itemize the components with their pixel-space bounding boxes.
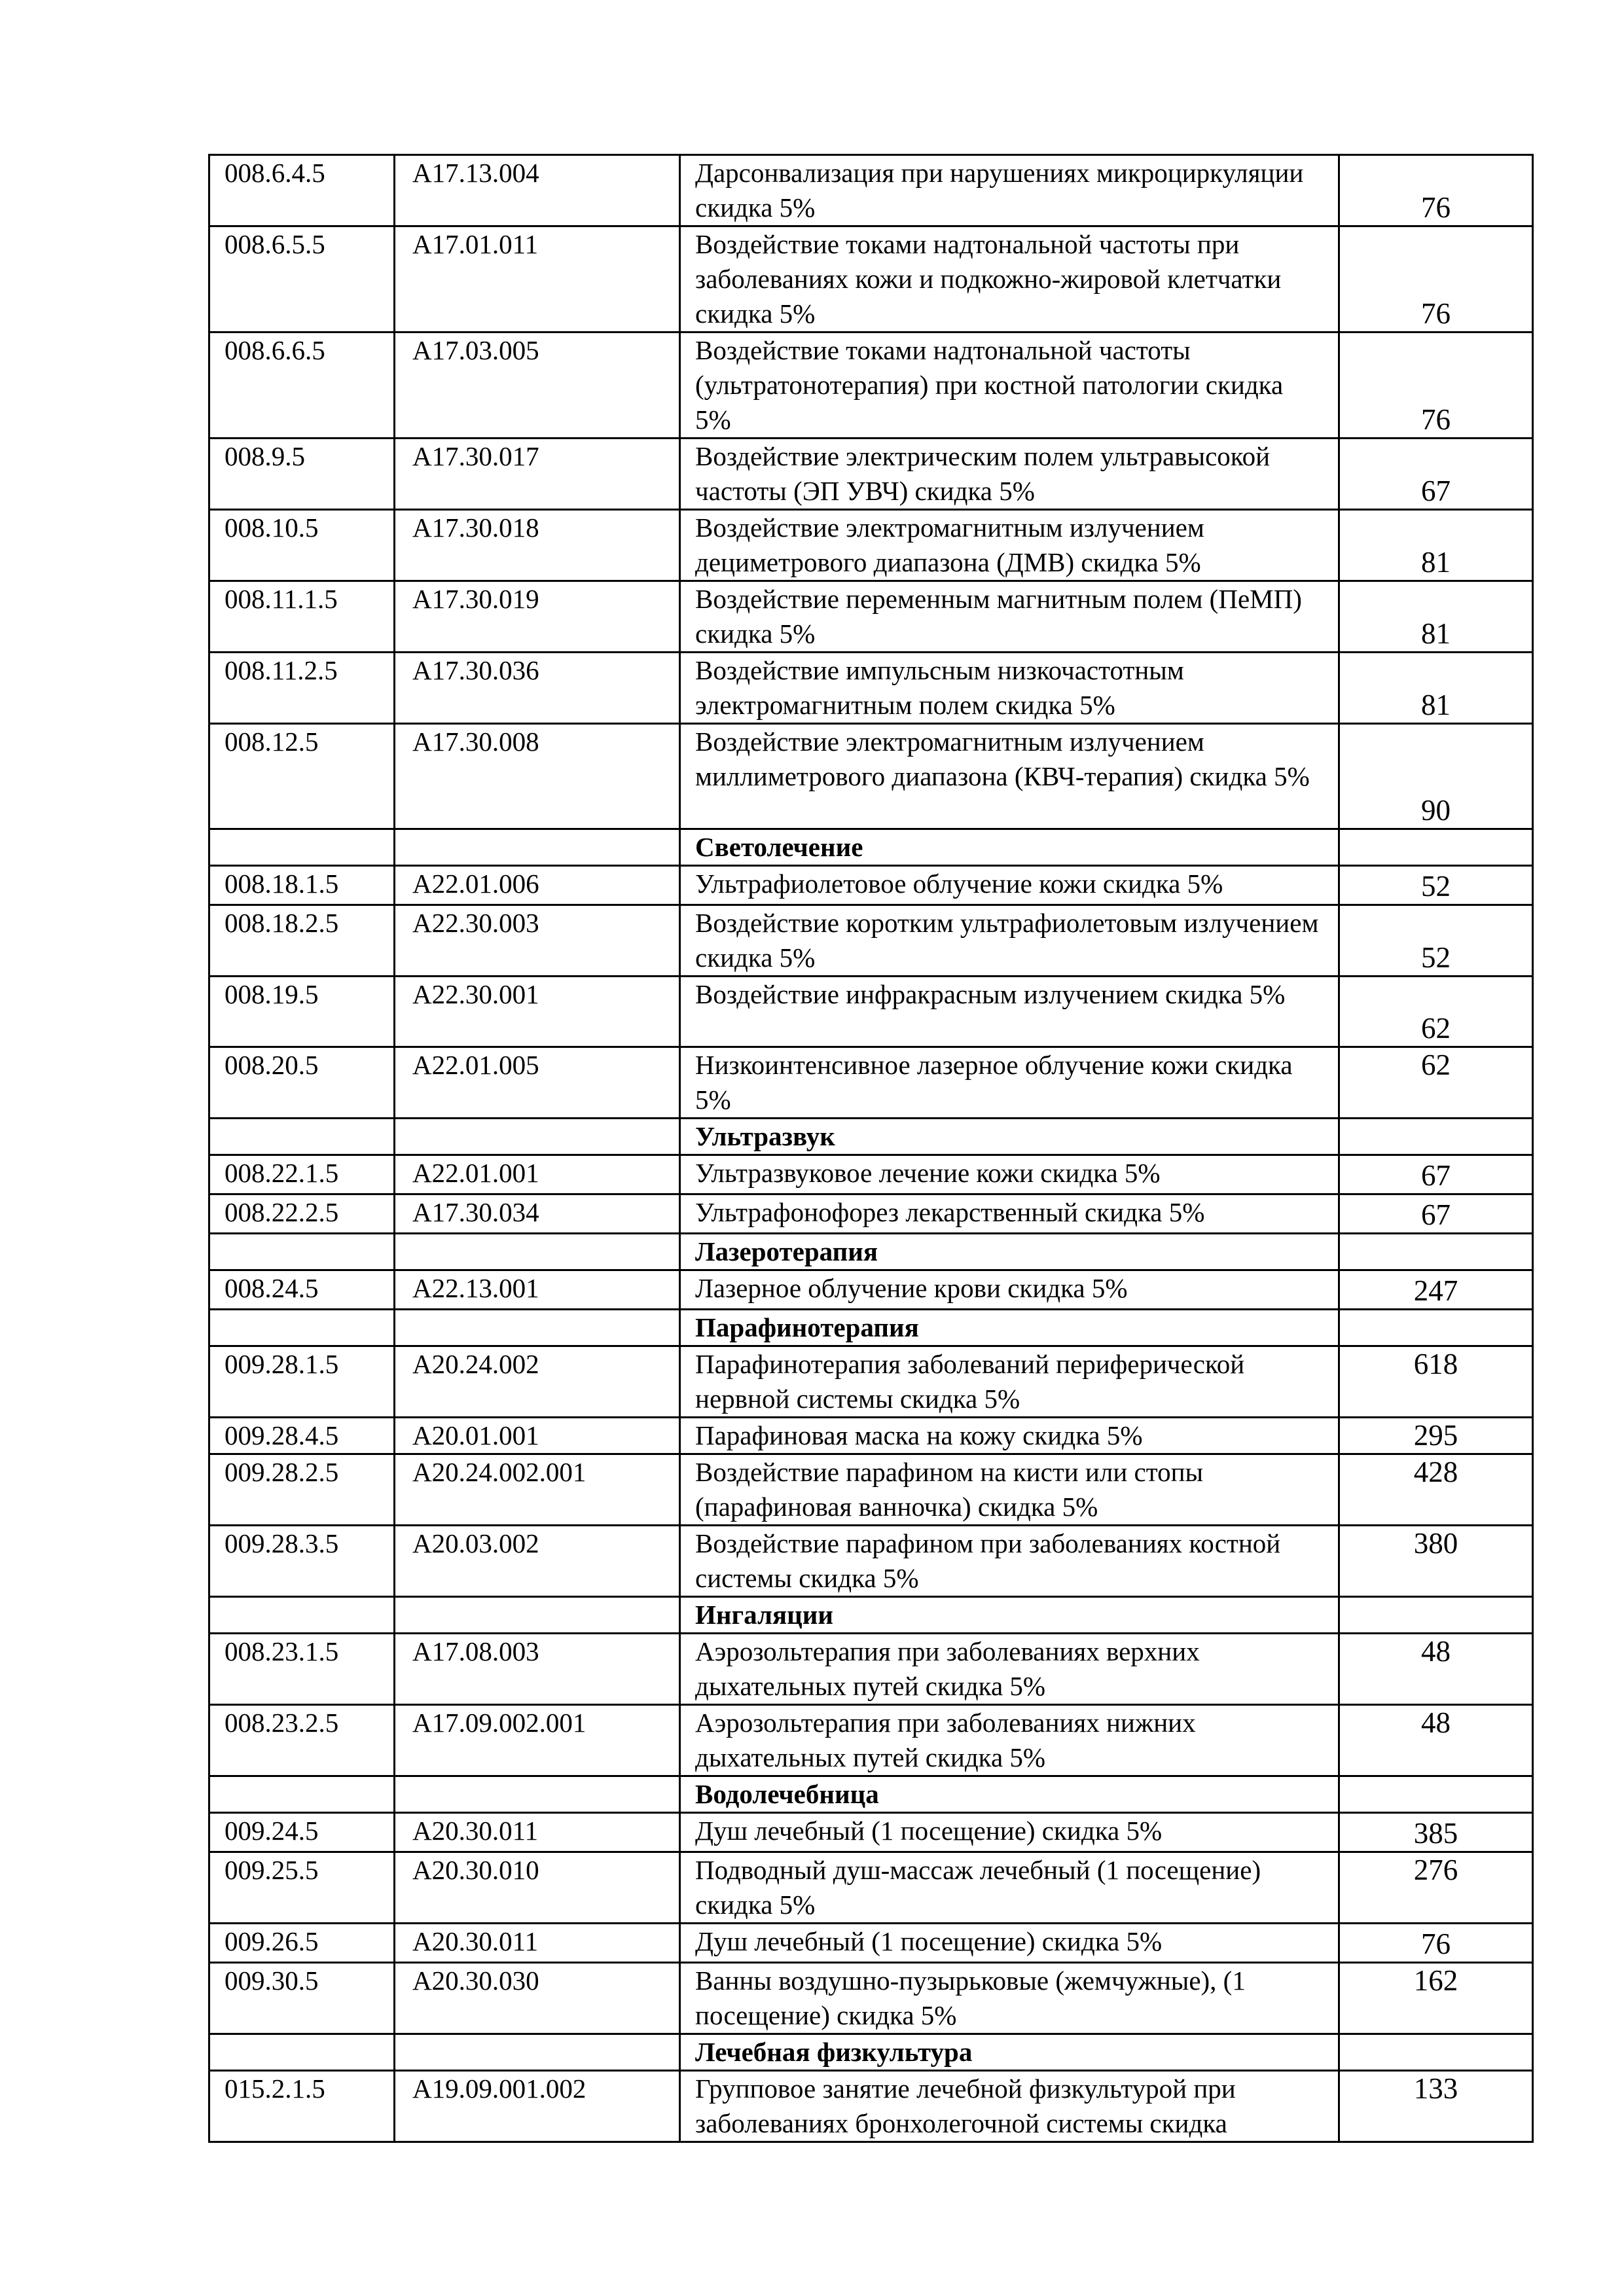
gov-service-code: А20.30.030: [395, 1963, 680, 2034]
gov-service-code: А17.30.017: [395, 439, 680, 510]
service-price: 276: [1339, 1852, 1533, 1924]
service-price: 76: [1339, 1924, 1533, 1963]
service-code: 008.19.5: [209, 977, 395, 1047]
service-name: Парафинотерапия заболеваний периферической нервной системы скидка 5%: [680, 1346, 1339, 1418]
code-cell: [209, 2034, 395, 2071]
service-code: 008.22.2.5: [209, 1194, 395, 1234]
code-cell: [209, 1597, 395, 1634]
service-price: 67: [1339, 439, 1533, 510]
table-row: [209, 1155, 1533, 1194]
table-row: [209, 1047, 1533, 1119]
service-price: 81: [1339, 581, 1533, 653]
section-title: Парафинотерапия: [680, 1310, 1339, 1346]
service-code: 008.12.5: [209, 724, 395, 829]
table-row: [209, 866, 1533, 905]
section-header-row: [209, 1310, 1533, 1346]
table-row: [209, 155, 1533, 226]
gov-service-code: А17.30.018: [395, 510, 680, 581]
service-price: 62: [1339, 977, 1533, 1047]
price-cell: [1339, 1234, 1533, 1270]
service-code: 008.23.1.5: [209, 1634, 395, 1705]
service-code: 015.2.1.5: [209, 2071, 395, 2142]
table-row: [209, 1963, 1533, 2034]
service-price: 81: [1339, 653, 1533, 724]
price-cell: [1339, 829, 1533, 866]
service-name: Воздействие переменным магнитным полем (ПеМП) скидка 5%: [680, 581, 1339, 653]
service-name: Групповое занятие лечебной физкультурой при заболеваниях бронхолегочной системы скидка: [680, 2071, 1339, 2142]
service-code: 008.10.5: [209, 510, 395, 581]
service-name: Дарсонвализация при нарушениях микроциркуляции скидка 5%: [680, 155, 1339, 226]
gov-service-code: А22.01.006: [395, 866, 680, 905]
service-code: 009.28.3.5: [209, 1526, 395, 1597]
service-price: 90: [1339, 724, 1533, 829]
service-name: Ультрафонофорез лекарственный скидка 5%: [680, 1194, 1339, 1234]
gov-service-code: А17.09.002.001: [395, 1705, 680, 1776]
service-name: Подводный душ-массаж лечебный (1 посещение) скидка 5%: [680, 1852, 1339, 1924]
gov-service-code: А20.30.010: [395, 1852, 680, 1924]
price-cell: [1339, 1597, 1533, 1634]
gov-service-code: А22.01.005: [395, 1047, 680, 1119]
service-name: Аэрозольтерапия при заболеваниях нижних дыхательных путей скидка 5%: [680, 1705, 1339, 1776]
gov-service-code: А17.03.005: [395, 332, 680, 439]
section-header-row: [209, 1776, 1533, 1813]
service-code: 009.28.1.5: [209, 1346, 395, 1418]
gov-service-code: А17.30.034: [395, 1194, 680, 1234]
table-row: [209, 1346, 1533, 1418]
service-name: Ультрафиолетовое облучение кожи скидка 5%: [680, 866, 1339, 905]
service-price: 247: [1339, 1270, 1533, 1310]
service-code: 008.9.5: [209, 439, 395, 510]
service-code: 008.6.6.5: [209, 332, 395, 439]
service-price: 81: [1339, 510, 1533, 581]
price-cell: [1339, 1310, 1533, 1346]
service-price: 48: [1339, 1634, 1533, 1705]
service-code: 008.18.1.5: [209, 866, 395, 905]
section-header-row: [209, 2034, 1533, 2071]
section-title: Ингаляции: [680, 1597, 1339, 1634]
code-cell: [209, 1310, 395, 1346]
service-price: 76: [1339, 155, 1533, 226]
gov-service-code: А17.30.019: [395, 581, 680, 653]
section-header-row: [209, 1597, 1533, 1634]
service-name: Воздействие парафином при заболеваниях костной системы скидка 5%: [680, 1526, 1339, 1597]
table-row: [209, 1634, 1533, 1705]
service-price: 52: [1339, 866, 1533, 905]
section-title: Ультразвук: [680, 1119, 1339, 1155]
gov-service-code: А22.01.001: [395, 1155, 680, 1194]
service-name: Воздействие электромагнитным излучением дециметрового диапазона (ДМВ) скидка 5%: [680, 510, 1339, 581]
table-row: [209, 226, 1533, 332]
gov-service-code: А17.08.003: [395, 1634, 680, 1705]
table-row: [209, 2071, 1533, 2142]
gov-service-code: А22.30.001: [395, 977, 680, 1047]
table-row: [209, 1526, 1533, 1597]
service-name: Воздействие электромагнитным излучением миллиметрового диапазона (КВЧ-терапия) скидка 5%: [680, 724, 1339, 829]
gov-service-code: А22.13.001: [395, 1270, 680, 1310]
service-name: Воздействие парафином на кисти или стопы (парафиновая ванночка) скидка 5%: [680, 1454, 1339, 1526]
gov-service-code: А17.30.036: [395, 653, 680, 724]
service-code: 008.23.2.5: [209, 1705, 395, 1776]
table-row: [209, 1418, 1533, 1454]
service-price: 380: [1339, 1526, 1533, 1597]
table-row: [209, 510, 1533, 581]
gov-service-code: А19.09.001.002: [395, 2071, 680, 2142]
table-row: [209, 1705, 1533, 1776]
table-row: [209, 905, 1533, 977]
gov-code-cell: [395, 1597, 680, 1634]
service-price: 67: [1339, 1155, 1533, 1194]
service-price: 76: [1339, 226, 1533, 332]
service-price: 76: [1339, 332, 1533, 439]
section-header-row: [209, 1234, 1533, 1270]
service-code: 009.28.2.5: [209, 1454, 395, 1526]
service-code: 008.11.1.5: [209, 581, 395, 653]
section-header-row: [209, 829, 1533, 866]
service-name: Воздействие коротким ультрафиолетовым излучением скидка 5%: [680, 905, 1339, 977]
service-price: 428: [1339, 1454, 1533, 1526]
table-row: [209, 332, 1533, 439]
gov-service-code: А22.30.003: [395, 905, 680, 977]
price-list-table: [208, 154, 1534, 2143]
service-code: 008.6.4.5: [209, 155, 395, 226]
code-cell: [209, 829, 395, 866]
service-code: 008.11.2.5: [209, 653, 395, 724]
service-name: Ультразвуковое лечение кожи скидка 5%: [680, 1155, 1339, 1194]
section-title: Лечебная физкультура: [680, 2034, 1339, 2071]
service-name: Воздействие электрическим полем ультравысокой частоты (ЭП УВЧ) скидка 5%: [680, 439, 1339, 510]
service-name: Воздействие токами надтональной частоты (ультратонотерапия) при костной патологии скидка 5%: [680, 332, 1339, 439]
service-code: 008.20.5: [209, 1047, 395, 1119]
service-name: Воздействие токами надтональной частоты при заболеваниях кожи и подкожно-жировой клетчатки скидка 5%: [680, 226, 1339, 332]
table-row: [209, 439, 1533, 510]
service-price: 162: [1339, 1963, 1533, 2034]
price-list-body: [209, 155, 1533, 2142]
service-code: 009.24.5: [209, 1813, 395, 1852]
gov-code-cell: [395, 1234, 680, 1270]
service-code: 008.6.5.5: [209, 226, 395, 332]
service-price: 52: [1339, 905, 1533, 977]
code-cell: [209, 1234, 395, 1270]
gov-code-cell: [395, 1119, 680, 1155]
table-row: [209, 1813, 1533, 1852]
gov-service-code: А20.30.011: [395, 1813, 680, 1852]
table-row: [209, 1194, 1533, 1234]
price-cell: [1339, 2034, 1533, 2071]
service-price: 62: [1339, 1047, 1533, 1119]
table-row: [209, 1270, 1533, 1310]
price-cell: [1339, 1119, 1533, 1155]
table-row: [209, 581, 1533, 653]
service-price: 48: [1339, 1705, 1533, 1776]
table-row: [209, 1924, 1533, 1963]
service-code: 009.30.5: [209, 1963, 395, 2034]
service-name: Воздействие импульсным низкочастотным электромагнитным полем скидка 5%: [680, 653, 1339, 724]
service-code: 009.25.5: [209, 1852, 395, 1924]
gov-service-code: А17.13.004: [395, 155, 680, 226]
service-name: Низкоинтенсивное лазерное облучение кожи скидка 5%: [680, 1047, 1339, 1119]
service-name: Ванны воздушно-пузырьковые (жемчужные), (1 посещение) скидка 5%: [680, 1963, 1339, 2034]
service-price: 618: [1339, 1346, 1533, 1418]
code-cell: [209, 1119, 395, 1155]
table-row: [209, 1454, 1533, 1526]
gov-service-code: А20.24.002.001: [395, 1454, 680, 1526]
price-cell: [1339, 1776, 1533, 1813]
service-price: 385: [1339, 1813, 1533, 1852]
service-code: 009.28.4.5: [209, 1418, 395, 1454]
gov-service-code: А20.03.002: [395, 1526, 680, 1597]
service-price: 295: [1339, 1418, 1533, 1454]
section-title: Светолечение: [680, 829, 1339, 866]
service-name: Парафиновая маска на кожу скидка 5%: [680, 1418, 1339, 1454]
gov-code-cell: [395, 1310, 680, 1346]
gov-code-cell: [395, 829, 680, 866]
gov-code-cell: [395, 2034, 680, 2071]
gov-service-code: А17.01.011: [395, 226, 680, 332]
service-name: Душ лечебный (1 посещение) скидка 5%: [680, 1813, 1339, 1852]
gov-service-code: А20.01.001: [395, 1418, 680, 1454]
service-price: 67: [1339, 1194, 1533, 1234]
code-cell: [209, 1776, 395, 1813]
gov-code-cell: [395, 1776, 680, 1813]
service-price: 133: [1339, 2071, 1533, 2142]
service-code: 009.26.5: [209, 1924, 395, 1963]
gov-service-code: А17.30.008: [395, 724, 680, 829]
service-name: Душ лечебный (1 посещение) скидка 5%: [680, 1924, 1339, 1963]
gov-service-code: А20.30.011: [395, 1924, 680, 1963]
section-header-row: [209, 1119, 1533, 1155]
table-row: [209, 724, 1533, 829]
gov-service-code: А20.24.002: [395, 1346, 680, 1418]
service-code: 008.18.2.5: [209, 905, 395, 977]
service-name: Воздействие инфракрасным излучением скидка 5%: [680, 977, 1339, 1047]
service-name: Аэрозольтерапия при заболеваниях верхних дыхательных путей скидка 5%: [680, 1634, 1339, 1705]
service-code: 008.22.1.5: [209, 1155, 395, 1194]
section-title: Водолечебница: [680, 1776, 1339, 1813]
section-title: Лазеротерапия: [680, 1234, 1339, 1270]
service-name: Лазерное облучение крови скидка 5%: [680, 1270, 1339, 1310]
table-row: [209, 1852, 1533, 1924]
table-row: [209, 653, 1533, 724]
table-row: [209, 977, 1533, 1047]
service-code: 008.24.5: [209, 1270, 395, 1310]
